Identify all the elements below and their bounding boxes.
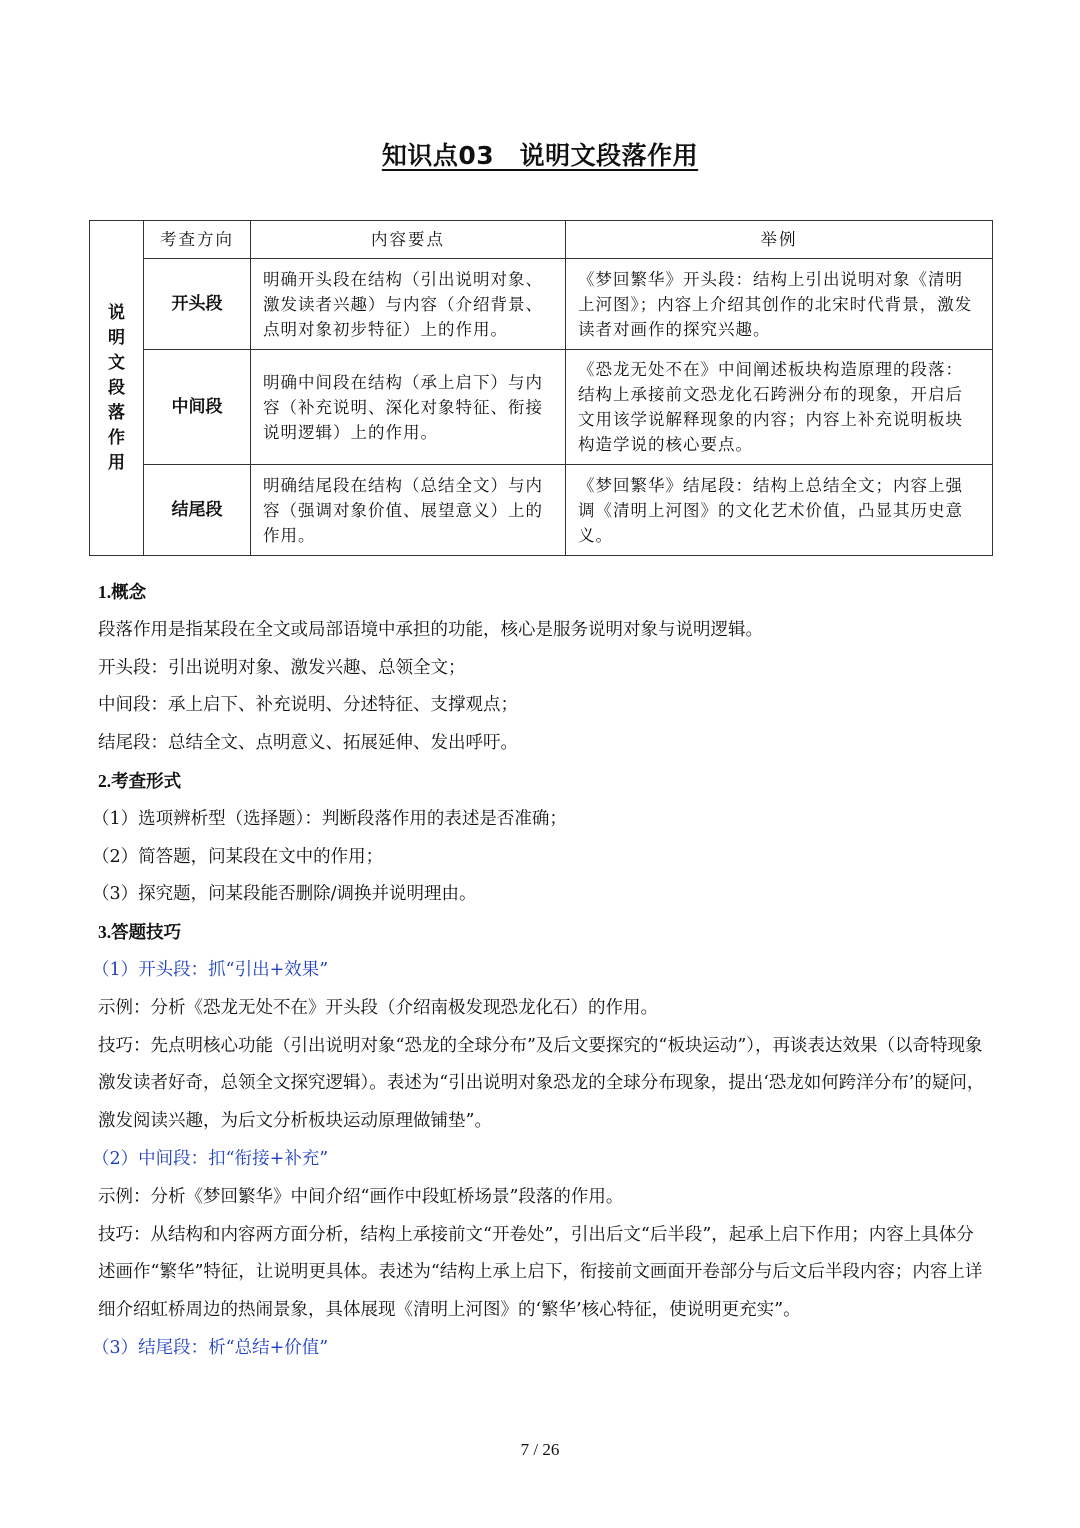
page-title: 知识点03 说明文段落作用 — [381, 141, 699, 170]
segment-cell: 开头段 — [144, 259, 251, 350]
paragraph: 开头段：引出说明对象、激发兴趣、总领全文； — [98, 657, 466, 678]
paragraph: 技巧：从结构和内容两方面分析，结构上承接前文“开卷处”，引出后文“后半段”，起承上启下作用；内容上具体分述画作“繁华”特征，让说明更具体。表述为“结构上承上启下，衔接前文画面开卷部分与后文后半段内容；内容上详细介绍虹桥周边的热闹景象，具体展现《清明上河图》的‘繁华’核心特征，使说明更充实”。 — [98, 1224, 983, 1321]
paragraph: 示例：分析《恐龙无处不在》开头段（介绍南极发现恐龙化石）的作用。 — [98, 997, 658, 1018]
table-row — [90, 350, 993, 465]
page-number: 7 / 26 — [520, 1440, 560, 1459]
example-cell: 《梦回繁华》开头段：结构上引出说明对象《清明上河图》；内容上介绍其创作的北宋时代背景，激发读者对画作的探究兴趣。 — [566, 259, 993, 350]
section-heading: 1.概念 — [98, 582, 147, 602]
side-label: 说 明 文 段 落 作 用 — [90, 221, 144, 556]
paragraph: 示例：分析《梦回繁华》中间介绍“画作中段虹桥场景”段落的作用。 — [98, 1186, 624, 1207]
section-heading: 3.答题技巧 — [98, 922, 182, 943]
subheading: （1）开头段：抓“引出+效果” — [92, 959, 329, 980]
summary-table — [89, 220, 993, 556]
table-row — [90, 465, 993, 556]
table-header-row — [90, 221, 993, 259]
subheading: （2）中间段：扣“衔接+补充” — [92, 1148, 329, 1169]
column-header: 内容要点 — [251, 221, 566, 259]
example-cell: 《恐龙无处不在》中间阐述板块构造原理的段落：结构上承接前文恐龙化石跨洲分布的现象，开启后文用该学说解释现象的内容；内容上补充说明板块构造学说的核心要点。 — [566, 350, 993, 465]
paragraph: 技巧：先点明核心功能（引出说明对象“恐龙的全球分布”及后文要探究的“板块运动”），再谈表达效果（以奇特现象激发读者好奇，总领全文探究逻辑）。表述为“引出说明对象恐龙的全球分布现象，提出‘恐龙如何跨洋分布’的疑问，激发阅读兴趣，为后文分析板块运动原理做铺垫”。 — [98, 1035, 985, 1132]
example-cell: 《梦回繁华》结尾段：结构上总结全文；内容上强调《清明上河图》的文化艺术价值，凸显其历史意义。 — [566, 465, 993, 556]
content-cell: 明确中间段在结构（承上启下）与内容（补充说明、深化对象特征、衔接说明逻辑）上的作用。 — [251, 350, 566, 465]
paragraph: 结尾段：总结全文、点明意义、拓展延伸、发出呼吁。 — [98, 733, 518, 754]
paragraph: 中间段：承上启下、补充说明、分述特征、支撑观点； — [98, 695, 518, 716]
paragraph: 段落作用是指某段在全文或局部语境中承担的功能，核心是服务说明对象与说明逻辑。 — [98, 619, 763, 640]
column-header: 举例 — [566, 221, 993, 259]
content-cell: 明确开头段在结构（引出说明对象、激发读者兴趣）与内容（介绍背景、点明对象初步特征）上的作用。 — [251, 259, 566, 350]
table-row — [90, 259, 993, 350]
paragraph: （3）探究题，问某段能否删除/调换并说明理由。 — [92, 884, 477, 905]
segment-cell: 中间段 — [144, 350, 251, 465]
body-text — [92, 574, 988, 1368]
subheading: （3）结尾段：析“总结+价值” — [92, 1337, 329, 1358]
segment-cell: 结尾段 — [144, 465, 251, 556]
paragraph: （2）简答题，问某段在文中的作用； — [92, 846, 384, 867]
content-cell: 明确结尾段在结构（总结全文）与内容（强调对象价值、展望意义）上的作用。 — [251, 465, 566, 556]
paragraph: （1）选项辨析型（选择题）：判断段落作用的表述是否准确； — [92, 808, 567, 829]
column-header: 考查方向 — [144, 221, 251, 259]
section-heading: 2.考查形式 — [98, 770, 182, 791]
